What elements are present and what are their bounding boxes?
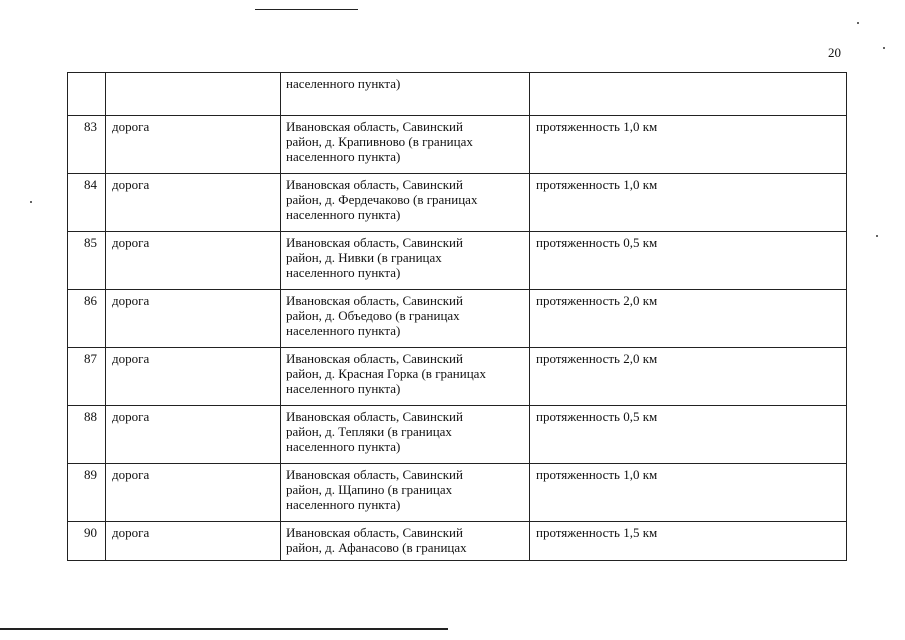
table-row (68, 406, 847, 464)
address-line: район, д. Тепляки (в границах (286, 424, 452, 439)
address-line: населенного пункта) (286, 323, 401, 338)
cell-number: 86 (68, 290, 106, 348)
cell-characteristic: протяженность 1,0 км (530, 116, 847, 174)
cell-characteristic: протяженность 1,0 км (530, 464, 847, 522)
scan-speck (30, 201, 32, 203)
cell-number: 88 (68, 406, 106, 464)
cell-characteristic: протяженность 0,5 км (530, 406, 847, 464)
cell-object: дорога (106, 464, 281, 522)
cell-object: дорога (106, 116, 281, 174)
address-line: Ивановская область, Савинский (286, 235, 463, 250)
cell-address: населенного пункта) (281, 73, 530, 116)
address-line: район, д. Красная Горка (в границах (286, 366, 486, 381)
scan-speck (883, 47, 885, 49)
address-line: населенного пункта) (286, 149, 401, 164)
cell-number: 89 (68, 464, 106, 522)
address-line: Ивановская область, Савинский (286, 409, 463, 424)
cell-number: 90 (68, 522, 106, 561)
table-row (68, 174, 847, 232)
cell-address (281, 348, 530, 406)
cell-number: 87 (68, 348, 106, 406)
address-line: Ивановская область, Савинский (286, 351, 463, 366)
cell-number: 85 (68, 232, 106, 290)
address-line: Ивановская область, Савинский (286, 293, 463, 308)
cell-object (106, 73, 281, 116)
address-line: район, д. Нивки (в границах (286, 250, 442, 265)
bottom-rule-line (0, 628, 448, 630)
address-line: населенного пункта) (286, 265, 401, 280)
cell-number (68, 73, 106, 116)
top-rule-line (255, 9, 358, 10)
cell-address (281, 174, 530, 232)
scan-speck (857, 22, 859, 24)
address-line: населенного пункта) (286, 497, 401, 512)
table-row-continuation (68, 73, 847, 116)
table-row (68, 348, 847, 406)
cell-object: дорога (106, 406, 281, 464)
address-line: Ивановская область, Савинский (286, 467, 463, 482)
page-number: 20 (828, 45, 841, 60)
cell-number: 84 (68, 174, 106, 232)
table-body (68, 73, 847, 561)
cell-number: 83 (68, 116, 106, 174)
address-line: Ивановская область, Савинский (286, 119, 463, 134)
cell-object: дорога (106, 290, 281, 348)
address-line: район, д. Фердечаково (в границах (286, 192, 478, 207)
address-line: населенного пункта) (286, 381, 401, 396)
cell-characteristic: протяженность 2,0 км (530, 348, 847, 406)
address-line: район, д. Крапивново (в границах (286, 134, 473, 149)
scan-speck (876, 235, 878, 237)
address-line: район, д. Объедово (в границах (286, 308, 460, 323)
cell-characteristic: протяженность 0,5 км (530, 232, 847, 290)
address-line: район, д. Афанасово (в границах (286, 540, 467, 555)
cell-address (281, 406, 530, 464)
cell-address (281, 290, 530, 348)
cell-object: дорога (106, 522, 281, 561)
cell-address (281, 464, 530, 522)
roads-table (67, 72, 847, 561)
table-row (68, 290, 847, 348)
cell-characteristic: протяженность 1,5 км (530, 522, 847, 561)
cell-characteristic: протяженность 2,0 км (530, 290, 847, 348)
table-row (68, 464, 847, 522)
cell-characteristic: протяженность 1,0 км (530, 174, 847, 232)
address-line: населенного пункта) (286, 207, 401, 222)
cell-object: дорога (106, 348, 281, 406)
table-row (68, 522, 847, 561)
table-row (68, 116, 847, 174)
cell-object: дорога (106, 232, 281, 290)
cell-address (281, 116, 530, 174)
cell-address (281, 232, 530, 290)
address-line: район, д. Щапино (в границах (286, 482, 453, 497)
address-line: населенного пункта) (286, 439, 401, 454)
cell-characteristic (530, 73, 847, 116)
table-row (68, 232, 847, 290)
address-line: Ивановская область, Савинский (286, 525, 463, 540)
cell-object: дорога (106, 174, 281, 232)
address-line: Ивановская область, Савинский (286, 177, 463, 192)
cell-address (281, 522, 530, 561)
